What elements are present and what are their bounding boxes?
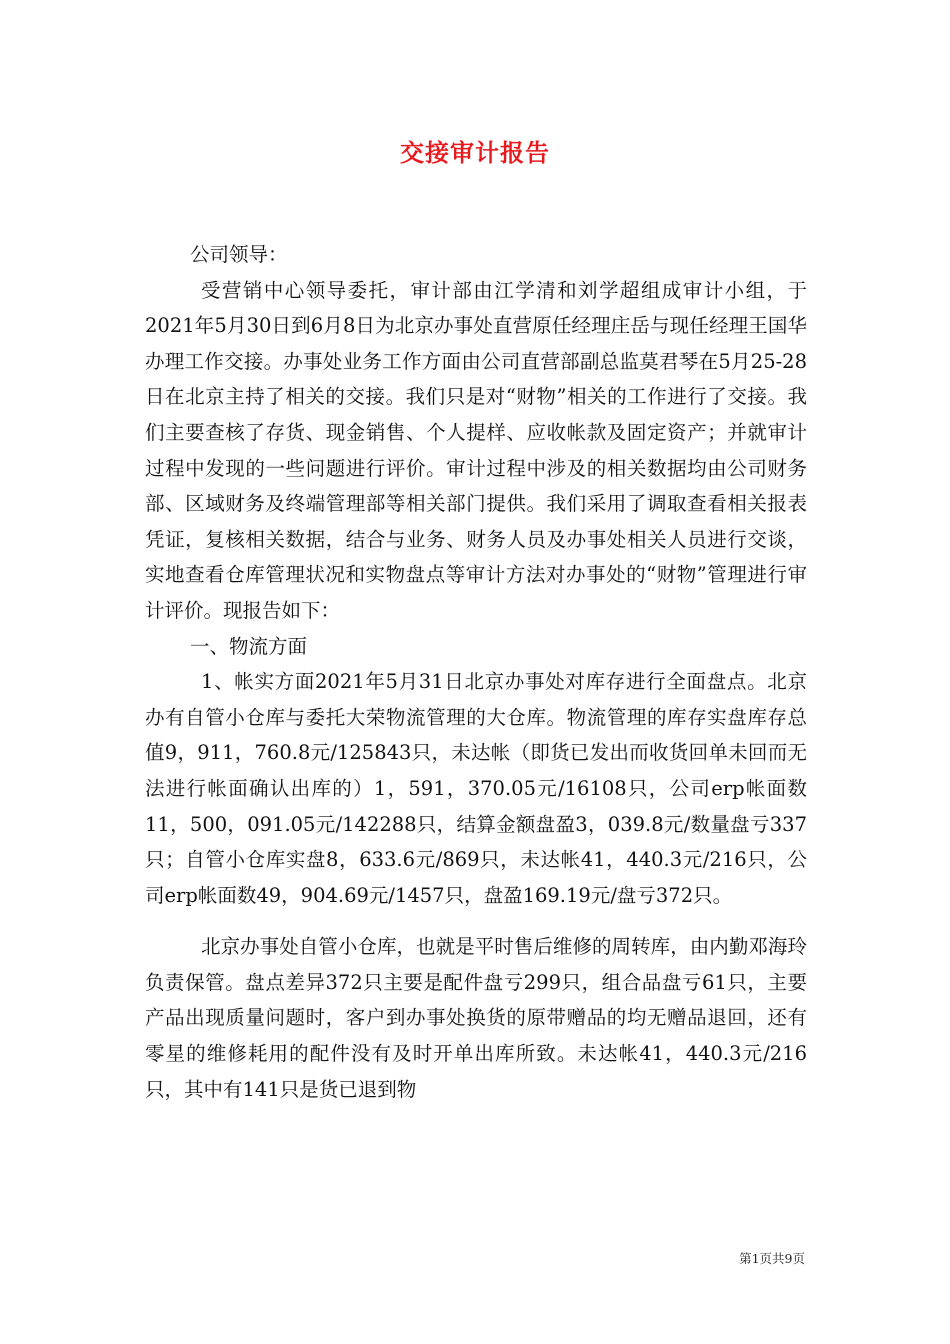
document-title: 交接审计报告 [400,138,550,167]
document-body [145,237,807,1107]
page-number: 第1页共9页 [739,1251,805,1266]
paragraph-small-warehouse: 北京办事处自管小仓库，也就是平时售后维修的周转库，由内勤邓海玲负责保管。盘点差异372只主要是配件盘亏299只，组合品盘亏61只，主要产品出现质量问题时，客户到办事处换货的原带赠品的均无赠品退回，还有零星的维修耗用的配件没有及时开单出库所致。未达帐41，440.3元/216只，其中有141只是货已退到物 [145,935,807,1101]
paragraph-inventory: 1、帐实方面2021年5月31日北京办事处对库存进行全面盘点。北京办有自管小仓库与委托大荣物流管理的大仓库。物流管理的库存实盘库存总值9，911，760.8元/125843只，未达帐（即货已发出而收货回单未回而无法进行帐面确认出库的）1，591，370.05元/16108只，公司erp帐面数11，500，091.05元/142288只，结算金额盘盈3，039.8元/数量盘亏337只；自管小仓库实盘8，633.6元/869只，未达帐41，440.3元/216只，公司erp帐面数49，904.69元/1457只，盘盈169.19元/盘亏372只。 [145,670,807,907]
paragraph-intro: 受营销中心领导委托，审计部由江学清和刘学超组成审计小组，于2021年5月30日到6月8日为北京办事处直营原任经理庄岳与现任经理王国华办理工作交接。办事处业务工作方面由公司直营部副总监莫君琴在5月25-28日在北京主持了相关的交接。我们只是对“财物”相关的工作进行了交接。我们主要查核了存货、现金销售、个人提样、应收帐款及固定资产；并就审计过程中发现的一些问题进行评价。审计过程中涉及的相关数据均由公司财务部、区域财务及终端管理部等相关部门提供。我们采用了调取查看相关报表凭证，复核相关数据，结合与业务、财务人员及办事处相关人员进行交谈，实地查看仓库管理状况和实物盘点等审计方法对办事处的“财物”管理进行审计评价。现报告如下： [145,278,807,622]
section-heading-logistics: 一、物流方面 [190,634,308,658]
greeting: 公司领导： [190,243,288,266]
